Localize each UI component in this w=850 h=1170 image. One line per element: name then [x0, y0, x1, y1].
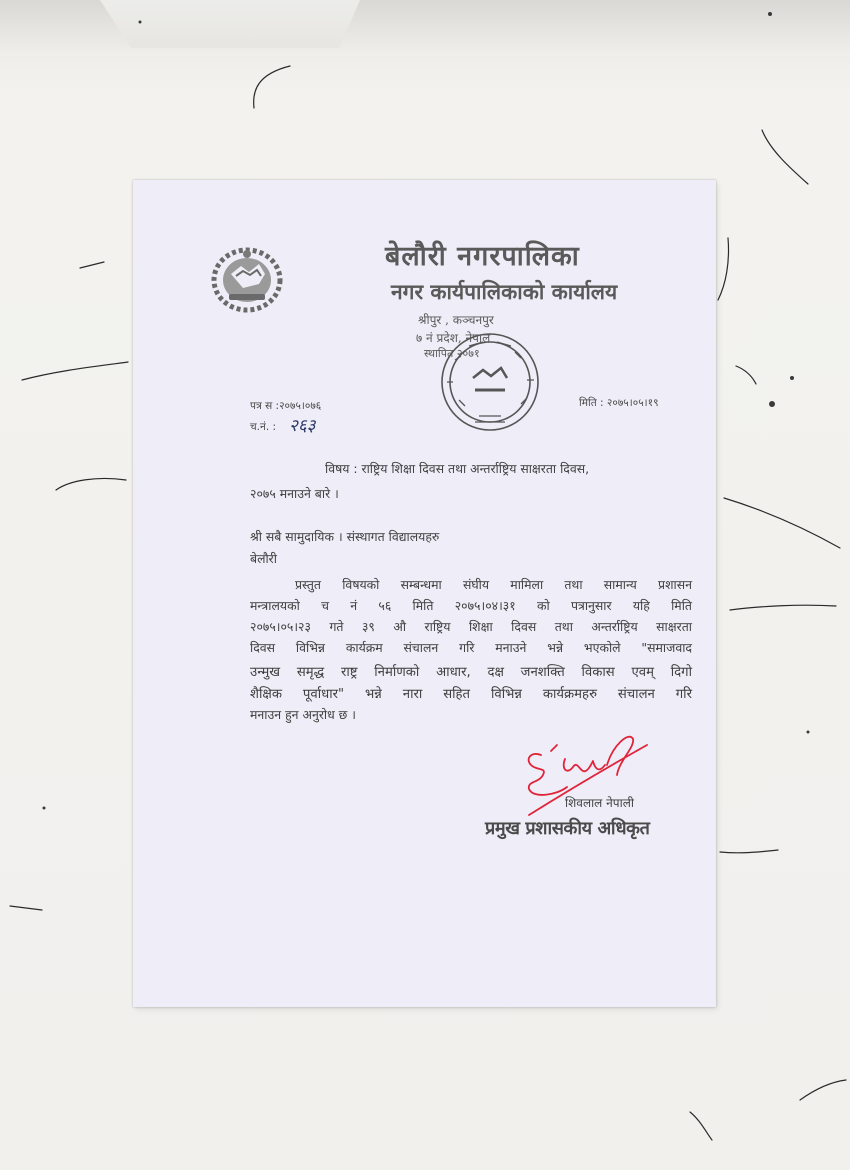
dust-speck	[43, 807, 46, 810]
body-line: २०७५।०५।२३ गते ३९ औ राष्ट्रिय शिक्षा दिवस तथा अन्तर्राष्ट्रिय साक्षरता	[250, 619, 692, 634]
established-year: स्थापित २०७१	[424, 347, 480, 360]
body-line: मन्त्रालयको च नं ५६ मिति २०७५।०४।३१ को पत्रानुसार यहि मिति	[250, 598, 692, 613]
letter-page	[133, 180, 716, 1007]
dispatch-label: च.नं. :	[250, 421, 277, 433]
dispatch-number-handwritten: २६३	[289, 416, 316, 436]
dust-speck	[790, 376, 794, 380]
hair-mark	[10, 906, 42, 910]
hair-mark	[690, 1112, 712, 1140]
hair-mark	[730, 605, 836, 610]
office-name: नगर कार्यपालिकाको कार्यालय	[391, 279, 618, 304]
subject-line1: विषय : राष्ट्रिय शिक्षा दिवस तथा अन्तर्राष्ट्रिय साक्षरता दिवस,	[325, 461, 590, 476]
hair-mark	[720, 850, 778, 853]
dust-speck	[807, 731, 810, 734]
addressee-line2: बेलौरी	[250, 551, 277, 566]
hair-mark	[800, 1080, 846, 1100]
subject-line2: २०७५ मनाउने बारे ।	[250, 486, 339, 501]
hair-mark	[762, 130, 808, 184]
address-line2: ७ नं प्रदेश, नेपाल	[416, 331, 491, 345]
body-line: उन्मुख समृद्ध राष्ट्र निर्माणको आधार, दक्ष जनशक्ति विकास एवम् दिगो	[250, 665, 692, 680]
addressee-line1: श्री सबै सामुदायिक । संस्थागत विद्यालयहरु	[250, 529, 440, 544]
letter-date: मिति : २०७५।०५।१९	[579, 397, 659, 409]
body-line: दिवस विभिन्न कार्यक्रम संचालन गरि मनाउने भन्ने भएकोले "समाजवाद	[250, 640, 692, 655]
signatory-name: शिवलाल नेपाली	[565, 796, 634, 810]
reference-number: पत्र स :२०७५।०७६	[250, 400, 322, 412]
dust-speck	[768, 12, 772, 16]
body-line: प्रस्तुत विषयको सम्बन्धमा संघीय मामिला तथा सामान्य प्रशासन	[295, 577, 692, 592]
body-line: मनाउन हुन अनुरोध छ ।	[250, 707, 356, 722]
dust-speck	[769, 401, 775, 407]
hair-mark	[22, 362, 128, 380]
signatory-title: प्रमुख प्रशासकीय अधिकृत	[485, 818, 650, 839]
hair-mark	[254, 66, 290, 108]
dust-speck	[139, 21, 142, 24]
address-line1: श्रीपुर , कञ्चनपुर	[418, 313, 494, 327]
nepal-emblem-icon	[209, 244, 285, 316]
hair-mark	[718, 238, 729, 300]
municipality-name: बेलौरी नगरपालिका	[385, 241, 580, 272]
hair-mark	[736, 366, 756, 384]
hair-mark	[724, 498, 840, 548]
hair-mark	[80, 262, 104, 268]
hair-mark	[56, 478, 126, 490]
body-line: शैक्षिक पूर्वाधार" भन्ने नारा सहित विभिन्न कार्यक्रमहरु संचालन गरि	[250, 687, 692, 702]
handwritten-signature	[521, 725, 661, 825]
